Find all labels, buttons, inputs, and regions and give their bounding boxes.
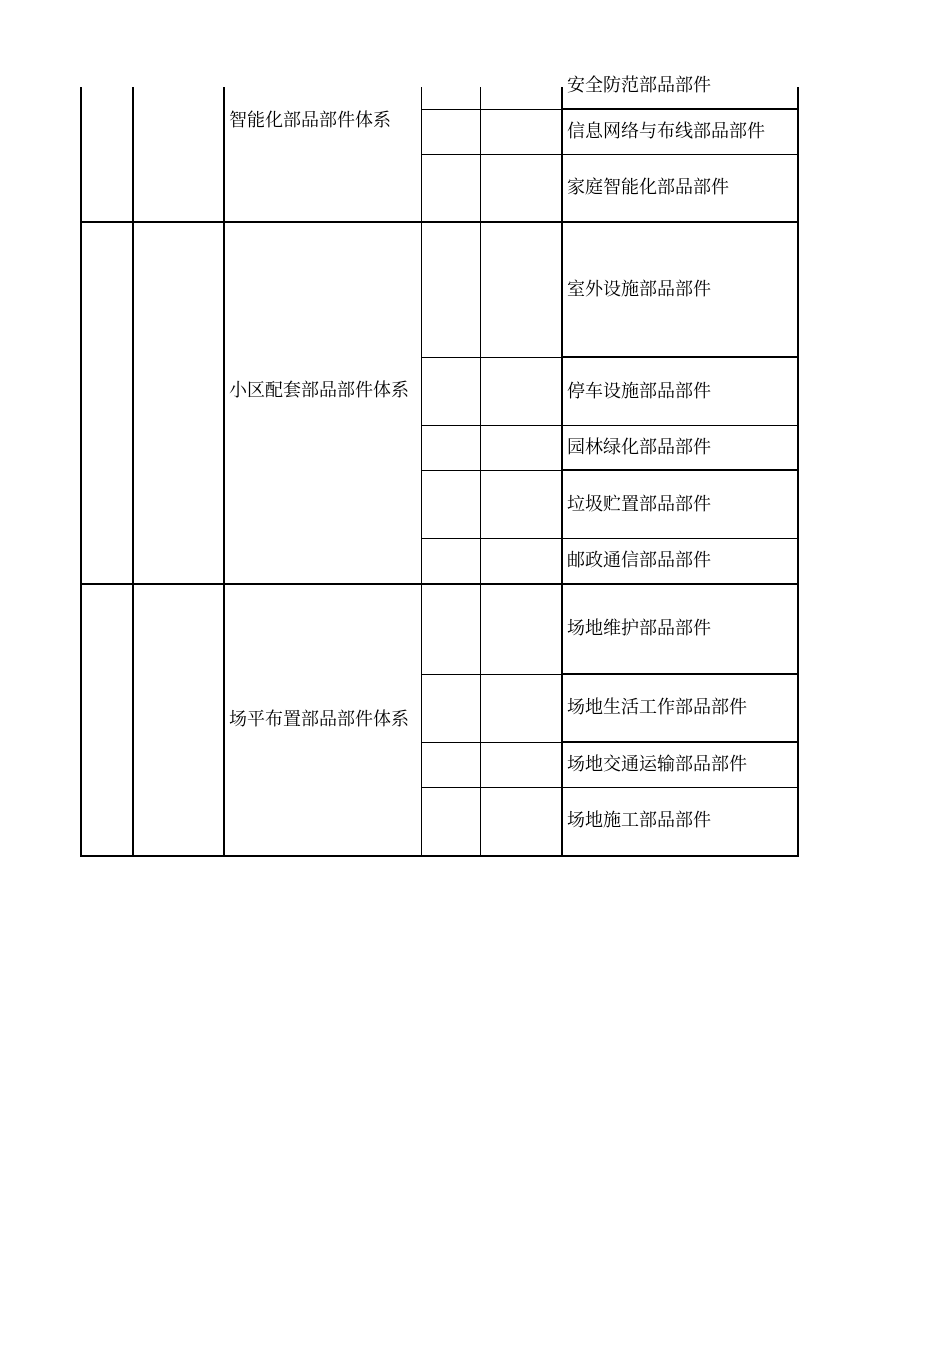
table-border — [132, 87, 134, 857]
table-border — [561, 108, 799, 110]
table-border — [561, 787, 799, 788]
table-border — [561, 154, 799, 155]
table-border — [561, 469, 799, 471]
table-border — [80, 221, 799, 223]
table-border — [80, 583, 799, 585]
table-border — [421, 357, 562, 358]
table-border — [561, 538, 799, 539]
table-cell: 邮政通信部品部件 — [567, 550, 711, 571]
table-border — [421, 470, 562, 471]
table-border — [421, 742, 562, 743]
table-border — [80, 87, 82, 857]
table-border — [421, 109, 562, 110]
group-title: 小区配套部品部件体系 — [229, 380, 409, 401]
table-cell: 家庭智能化部品部件 — [567, 177, 729, 198]
table-border — [561, 741, 799, 743]
table-border — [421, 787, 562, 788]
table-cell: 场地交通运输部品部件 — [567, 754, 747, 775]
table-cell: 垃圾贮置部品部件 — [567, 494, 711, 515]
table-cell: 园林绿化部品部件 — [567, 437, 711, 458]
group-title: 场平布置部品部件体系 — [229, 709, 409, 730]
table-cell: 场地施工部品部件 — [567, 810, 711, 831]
table-cell: 信息网络与布线部品部件 — [567, 121, 765, 142]
table-border — [561, 425, 799, 426]
table-border — [561, 673, 799, 675]
table-cell: 停车设施部品部件 — [567, 381, 711, 402]
table-border — [421, 674, 562, 675]
table-border — [80, 855, 799, 857]
group-title: 智能化部品部件体系 — [229, 110, 391, 131]
table-border — [561, 356, 799, 358]
table-border — [421, 538, 562, 539]
table-cell: 室外设施部品部件 — [567, 279, 711, 300]
table-border — [421, 425, 562, 426]
table-border — [421, 154, 562, 155]
table-cell: 场地生活工作部品部件 — [567, 697, 747, 718]
table-cell: 场地维护部品部件 — [567, 618, 711, 639]
table-border — [223, 87, 225, 857]
table-cell: 安全防范部品部件 — [567, 75, 711, 96]
